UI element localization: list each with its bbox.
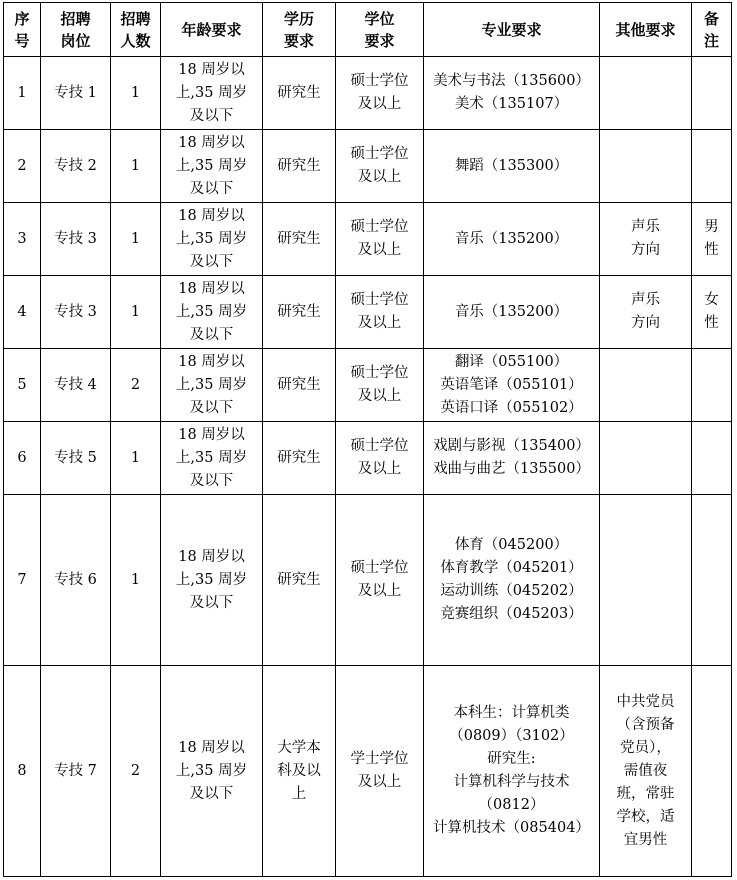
- cell-line: 美术与书法（135600）: [433, 73, 590, 89]
- cell-line: 硕士学位: [350, 438, 409, 454]
- cell-note: [692, 57, 732, 130]
- cell-line: 英语笔译（055101）: [440, 376, 583, 393]
- cell-line: 计算机科学与技术: [453, 774, 570, 790]
- cell-line: 学士学位: [350, 751, 409, 767]
- cell-line: 计算机技术（085404）: [433, 820, 590, 836]
- cell-no: 7: [4, 495, 41, 666]
- cell-line: 学校，适: [616, 808, 675, 825]
- cell-other: [600, 349, 692, 422]
- cell-note: [692, 349, 732, 422]
- cell-line: 英语口译（055102）: [440, 399, 583, 416]
- cell-degree: [336, 666, 424, 877]
- cell-note: [692, 666, 732, 877]
- cell-post: 专技 4: [41, 349, 111, 422]
- table-row: [4, 57, 732, 130]
- cell-line: 女: [704, 292, 719, 308]
- cell-line: 硕士学位: [350, 365, 409, 381]
- cell-line: 研究生: [277, 303, 321, 320]
- cell-other: [600, 276, 692, 349]
- cell-no: 8: [4, 666, 41, 877]
- cell-edu: [263, 422, 336, 495]
- cell-line: 及以下: [189, 326, 234, 343]
- cell-line: 学历: [283, 9, 314, 28]
- cell-line: 美术（135107）: [454, 96, 569, 112]
- cell-line: 性: [704, 315, 719, 331]
- cell-age: [161, 666, 263, 877]
- cell-post: 专技 5: [41, 422, 111, 495]
- cell-line: 上,35 周岁: [175, 84, 248, 101]
- col-header: [4, 3, 41, 57]
- cell-other: [600, 495, 692, 666]
- cell-line: 上,35 周岁: [175, 303, 248, 320]
- cell-line: 硕士学位: [350, 560, 409, 576]
- cell-edu: [263, 203, 336, 276]
- cell-line: 需值夜: [623, 762, 668, 779]
- cell-line: 及以下: [189, 180, 234, 197]
- cell-line: 声乐: [631, 292, 660, 308]
- cell-line: 上,35 周岁: [175, 762, 248, 779]
- cell-line: 方向: [631, 242, 660, 258]
- cell-degree: [336, 57, 424, 130]
- cell-post: 专技 2: [41, 130, 111, 203]
- cell-note: [692, 422, 732, 495]
- cell-line: 及以上: [357, 315, 402, 331]
- cell-post: 专技 3: [41, 203, 111, 276]
- cell-count: 1: [111, 276, 161, 349]
- cell-line: 运动训练（045202）: [440, 583, 583, 599]
- cell-count: 2: [111, 349, 161, 422]
- cell-line: （0809）（3102）: [449, 728, 574, 744]
- cell-line: 及以上: [357, 583, 402, 599]
- cell-major: [424, 666, 600, 877]
- cell-line: 宜男性: [623, 831, 668, 848]
- col-header: [424, 3, 600, 57]
- cell-line: 及以上: [357, 169, 402, 185]
- table-row: [4, 130, 732, 203]
- cell-line: 上,35 周岁: [175, 571, 248, 588]
- cell-count: 1: [111, 422, 161, 495]
- table-row: [4, 349, 732, 422]
- cell-line: 研究生: [277, 571, 321, 588]
- cell-line: 18 周岁以: [178, 353, 245, 370]
- cell-line: 18 周岁以: [178, 280, 245, 297]
- cell-post: 专技 1: [41, 57, 111, 130]
- cell-edu: [263, 130, 336, 203]
- cell-count: 1: [111, 130, 161, 203]
- cell-line: 号: [14, 31, 30, 50]
- cell-no: 4: [4, 276, 41, 349]
- cell-degree: [336, 495, 424, 666]
- cell-age: [161, 203, 263, 276]
- cell-line: 18 周岁以: [178, 207, 245, 224]
- cell-age: [161, 57, 263, 130]
- cell-line: 方向: [631, 315, 660, 331]
- cell-line: 要求: [364, 31, 395, 50]
- cell-count: 1: [111, 495, 161, 666]
- cell-note: [692, 203, 732, 276]
- cell-major: [424, 422, 600, 495]
- cell-edu: [263, 276, 336, 349]
- cell-line: 声乐: [631, 219, 660, 235]
- cell-degree: [336, 203, 424, 276]
- cell-line: 硕士学位: [350, 146, 409, 162]
- cell-other: [600, 203, 692, 276]
- cell-line: 本科生：计算机类: [453, 705, 570, 721]
- cell-line: 18 周岁以: [178, 548, 245, 565]
- cell-line: 序: [14, 9, 30, 28]
- cell-line: 及以上: [357, 774, 402, 790]
- cell-line: 及以上: [357, 388, 402, 404]
- recruitment-table: [3, 2, 732, 877]
- cell-line: 18 周岁以: [178, 61, 245, 78]
- table-row: [4, 276, 732, 349]
- cell-line: 注: [703, 31, 719, 50]
- cell-line: 及以下: [189, 785, 234, 802]
- table-row: [4, 422, 732, 495]
- cell-line: 及以下: [189, 594, 234, 611]
- cell-line: 18 周岁以: [178, 426, 245, 443]
- cell-line: 学位: [364, 9, 395, 28]
- cell-count: 2: [111, 666, 161, 877]
- cell-no: 6: [4, 422, 41, 495]
- cell-line: 及以上: [357, 96, 402, 112]
- cell-note: [692, 130, 732, 203]
- cell-line: （含预备: [616, 716, 675, 733]
- cell-line: 研究生: [277, 449, 321, 466]
- cell-major: [424, 349, 600, 422]
- cell-line: 戏曲与曲艺（135500）: [433, 461, 590, 477]
- cell-line: 年龄要求: [181, 20, 242, 39]
- cell-line: 上,35 周岁: [175, 230, 248, 247]
- cell-major: [424, 276, 600, 349]
- cell-line: 备: [703, 9, 719, 28]
- cell-degree: [336, 130, 424, 203]
- cell-post: 专技 6: [41, 495, 111, 666]
- cell-line: 上,35 周岁: [175, 376, 248, 393]
- col-header: [161, 3, 263, 57]
- cell-line: 科及以: [277, 762, 321, 779]
- cell-line: 要求: [283, 31, 314, 50]
- cell-line: 上,35 周岁: [175, 157, 248, 174]
- cell-degree: [336, 276, 424, 349]
- cell-line: 中共党员: [616, 693, 675, 710]
- cell-no: 1: [4, 57, 41, 130]
- col-header: [41, 3, 111, 57]
- cell-line: 招聘: [120, 9, 151, 28]
- cell-line: （0812）: [478, 797, 545, 813]
- cell-line: 竞赛组织（045203）: [440, 606, 583, 622]
- cell-line: 招聘: [60, 9, 91, 28]
- cell-line: 及以上: [357, 461, 402, 477]
- cell-line: 研究生: [277, 230, 321, 247]
- cell-age: [161, 495, 263, 666]
- cell-post: 专技 3: [41, 276, 111, 349]
- cell-other: [600, 666, 692, 877]
- cell-line: 人数: [120, 31, 151, 50]
- cell-other: [600, 57, 692, 130]
- cell-age: [161, 349, 263, 422]
- cell-line: 及以下: [189, 399, 234, 416]
- cell-count: 1: [111, 203, 161, 276]
- cell-line: 硕士学位: [350, 219, 409, 235]
- cell-edu: [263, 495, 336, 666]
- cell-line: 戏剧与影视（135400）: [433, 438, 590, 454]
- table-row: [4, 203, 732, 276]
- header-row: [4, 3, 732, 57]
- cell-line: 其他要求: [615, 20, 676, 39]
- cell-line: 体育（045200）: [454, 537, 569, 553]
- cell-line: 翻译（055100）: [454, 353, 569, 370]
- col-header: [111, 3, 161, 57]
- cell-line: 及以下: [189, 253, 234, 270]
- cell-line: 研究生:: [487, 751, 536, 767]
- cell-major: [424, 203, 600, 276]
- cell-note: [692, 495, 732, 666]
- cell-line: 音乐（135200）: [454, 303, 569, 320]
- cell-line: 专业要求: [481, 20, 542, 39]
- cell-line: 硕士学位: [350, 73, 409, 89]
- cell-degree: [336, 422, 424, 495]
- cell-count: 1: [111, 57, 161, 130]
- cell-no: 5: [4, 349, 41, 422]
- cell-line: 舞蹈（135300）: [454, 157, 569, 174]
- table-row: [4, 666, 732, 877]
- cell-edu: [263, 666, 336, 877]
- cell-line: 党员），: [620, 739, 671, 756]
- table-row: [4, 495, 732, 666]
- cell-major: [424, 495, 600, 666]
- col-header: [263, 3, 336, 57]
- cell-note: [692, 276, 732, 349]
- cell-line: 岗位: [60, 31, 91, 50]
- cell-age: [161, 130, 263, 203]
- cell-other: [600, 422, 692, 495]
- cell-line: 研究生: [277, 376, 321, 393]
- cell-line: 研究生: [277, 84, 321, 101]
- cell-post: 专技 7: [41, 666, 111, 877]
- cell-line: 18 周岁以: [178, 739, 245, 756]
- cell-age: [161, 422, 263, 495]
- cell-degree: [336, 349, 424, 422]
- cell-no: 2: [4, 130, 41, 203]
- cell-edu: [263, 349, 336, 422]
- cell-line: 及以下: [189, 472, 234, 489]
- cell-age: [161, 276, 263, 349]
- cell-line: 及以下: [189, 107, 234, 124]
- cell-edu: [263, 57, 336, 130]
- cell-line: 18 周岁以: [178, 134, 245, 151]
- cell-line: 上,35 周岁: [175, 449, 248, 466]
- cell-major: [424, 57, 600, 130]
- cell-other: [600, 130, 692, 203]
- cell-major: [424, 130, 600, 203]
- cell-no: 3: [4, 203, 41, 276]
- cell-line: 上: [291, 785, 307, 802]
- cell-line: 音乐（135200）: [454, 230, 569, 247]
- cell-line: 硕士学位: [350, 292, 409, 308]
- col-header: [692, 3, 732, 57]
- cell-line: 体育教学（045201）: [440, 560, 583, 576]
- cell-line: 班，常驻: [616, 785, 675, 802]
- col-header: [336, 3, 424, 57]
- cell-line: 研究生: [277, 157, 321, 174]
- cell-line: 及以上: [357, 242, 402, 258]
- col-header: [600, 3, 692, 57]
- cell-line: 大学本: [277, 739, 321, 756]
- cell-line: 男: [704, 219, 719, 235]
- cell-line: 性: [704, 242, 719, 258]
